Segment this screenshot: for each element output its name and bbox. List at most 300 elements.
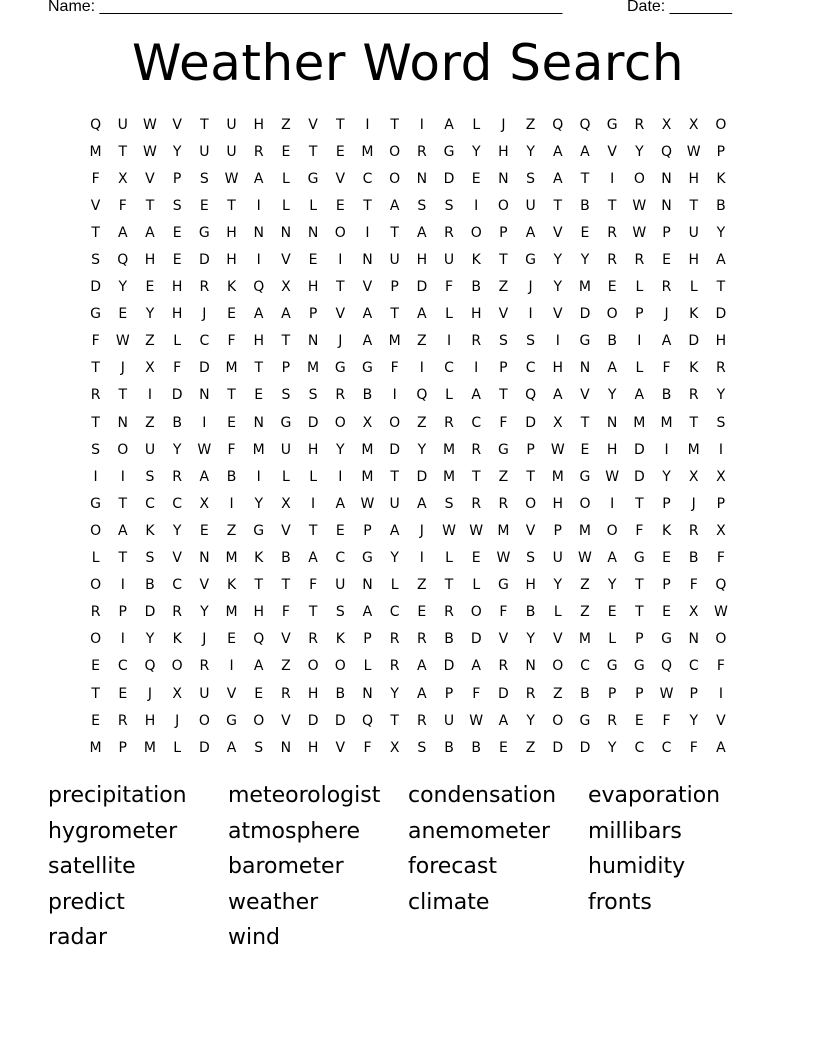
grid-letter: Z (417, 333, 427, 350)
grid-letter: K (716, 170, 726, 187)
grid-letter: W (442, 522, 456, 539)
grid-row (82, 409, 734, 436)
grid-letter: O (90, 577, 102, 594)
grid-letter: N (280, 224, 292, 241)
grid-letter: Y (118, 279, 128, 296)
word-list-item: hygrometer (48, 818, 178, 844)
word-list-item: humidity (588, 854, 686, 880)
grid-letter: U (443, 712, 455, 729)
grid-letter: B (580, 685, 590, 702)
grid-letter: I (718, 441, 723, 458)
grid-letter: J (419, 522, 424, 539)
grid-letter: P (635, 685, 644, 702)
grid-letter: F (716, 550, 725, 567)
grid-letter: G (253, 522, 265, 539)
grid-letter: D (416, 468, 428, 485)
grid-letter: O (552, 658, 564, 675)
grid-letter: A (226, 739, 237, 756)
grid-letter: P (118, 604, 127, 621)
grid-letter: S (91, 252, 101, 269)
grid-letter: Z (498, 468, 509, 485)
grid-letter: U (280, 441, 292, 458)
grid-letter: V (172, 550, 182, 567)
grid-letter: A (417, 224, 427, 241)
grid-letter: T (390, 116, 399, 133)
grid-letter: S (308, 387, 318, 404)
grid-letter: X (281, 279, 291, 296)
grid-letter: T (281, 333, 291, 350)
grid-letter: L (635, 360, 644, 377)
grid-letter: T (526, 468, 535, 485)
grid-letter: L (173, 333, 182, 350)
grid-letter: S (281, 387, 291, 404)
grid-letter: M (225, 550, 238, 567)
grid-letter: S (526, 550, 536, 567)
grid-letter: A (389, 197, 400, 214)
grid-letter: T (308, 522, 318, 539)
grid-letter: O (198, 712, 210, 729)
grid-letter: Q (416, 387, 428, 404)
grid-letter: T (390, 306, 399, 323)
grid-letter: I (147, 387, 153, 404)
grid-letter: Q (525, 387, 537, 404)
grid-letter: W (686, 143, 701, 160)
grid-letter: N (199, 387, 210, 404)
grid-letter: F (689, 739, 698, 756)
grid-letter: O (389, 170, 401, 187)
grid-letter: R (607, 224, 618, 241)
grid-letter: I (419, 360, 424, 377)
grid-letter: F (118, 197, 127, 214)
grid-letter: S (417, 739, 427, 756)
grid-letter: M (361, 468, 374, 485)
grid-letter: L (445, 550, 453, 567)
grid-letter: Y (553, 252, 563, 269)
grid-row (82, 572, 734, 599)
grid-letter: R (335, 387, 346, 404)
grid-letter: D (416, 279, 428, 296)
grid-letter: F (472, 685, 481, 702)
grid-letter: E (335, 522, 345, 539)
grid-letter: T (91, 414, 100, 431)
grid-letter: G (198, 224, 210, 241)
grid-letter: R (416, 712, 427, 729)
grid-letter: Z (281, 116, 291, 133)
grid-letter: R (634, 116, 645, 133)
grid-row (82, 274, 734, 301)
grid-letter: D (307, 712, 319, 729)
grid-letter: L (282, 468, 290, 485)
grid-row (82, 490, 734, 517)
grid-letter: F (445, 279, 454, 296)
word-list (48, 778, 768, 956)
grid-letter: E (254, 387, 264, 404)
grid-letter: X (362, 414, 373, 431)
grid-letter: I (120, 468, 125, 485)
grid-letter: E (471, 550, 481, 567)
grid-letter: A (498, 712, 509, 729)
grid-letter: B (580, 197, 590, 214)
grid-letter: B (525, 604, 536, 621)
grid-letter: E (335, 143, 345, 160)
grid-letter: Y (254, 495, 263, 512)
grid-letter: R (471, 495, 482, 512)
grid-letter: F (281, 604, 290, 621)
grid-letter: I (446, 333, 452, 350)
grid-letter: I (637, 333, 642, 350)
grid-letter: L (390, 577, 399, 594)
grid-letter: I (229, 495, 234, 512)
grid-letter: Y (689, 712, 698, 729)
grid-letter: Y (172, 143, 182, 160)
grid-letter: T (363, 197, 372, 214)
grid-letter: W (360, 495, 375, 512)
grid-letter: A (362, 306, 373, 323)
grid-letter: A (253, 170, 264, 187)
grid-letter: A (580, 143, 590, 160)
grid-letter: Z (145, 333, 155, 350)
grid-letter: R (172, 468, 183, 485)
grid-letter: D (90, 279, 101, 296)
grid-letter: A (716, 739, 726, 756)
grid-letter: N (253, 224, 264, 241)
grid-letter: A (471, 387, 481, 404)
grid-letter: E (662, 550, 671, 567)
grid-letter: R (199, 279, 210, 296)
grid-letter: Z (580, 604, 590, 621)
grid-letter: C (525, 360, 536, 377)
grid-letter: B (471, 279, 482, 296)
grid-letter: Z (281, 658, 291, 675)
grid-letter: Y (417, 441, 427, 458)
grid-letter: T (607, 197, 617, 214)
grid-letter: D (715, 306, 727, 323)
grid-letter: H (253, 333, 264, 350)
grid-letter: Q (361, 712, 373, 729)
grid-letter: C (444, 360, 454, 377)
grid-letter: R (389, 658, 400, 675)
grid-letter: C (117, 658, 128, 675)
grid-letter: C (145, 495, 155, 512)
grid-letter: O (334, 414, 346, 431)
grid-letter: T (118, 143, 128, 160)
grid-letter: R (634, 252, 645, 269)
grid-letter: E (91, 712, 101, 729)
grid-row (82, 328, 734, 355)
grid-letter: M (660, 414, 673, 431)
grid-letter: H (688, 170, 699, 187)
grid-letter: Q (579, 116, 591, 133)
grid-letter: W (713, 604, 728, 621)
grid-letter: T (254, 577, 263, 594)
grid-letter: D (579, 306, 591, 323)
grid-letter: V (552, 306, 563, 323)
grid-letter: W (632, 224, 647, 241)
grid-row (82, 165, 734, 192)
grid-letter: N (688, 631, 699, 648)
grid-letter: P (172, 170, 182, 187)
grid-letter: R (607, 712, 618, 729)
grid-letter: H (307, 685, 319, 702)
grid-letter: G (633, 658, 645, 675)
grid-letter: P (118, 739, 127, 756)
grid-letter: Y (336, 441, 345, 458)
grid-letter: V (362, 279, 373, 296)
grid-letter: T (390, 468, 399, 485)
grid-letter: T (227, 387, 236, 404)
grid-letter: V (281, 712, 291, 729)
grid-letter: I (419, 116, 424, 133)
grid-letter: R (281, 685, 291, 702)
grid-letter: V (580, 387, 590, 404)
grid-letter: C (199, 333, 210, 350)
grid-letter: G (579, 333, 591, 350)
grid-letter: Z (525, 739, 536, 756)
grid-letter: H (606, 441, 618, 458)
grid-letter: W (197, 441, 212, 458)
word-search-grid (82, 111, 734, 761)
grid-letter: G (661, 631, 672, 648)
grid-letter: O (633, 170, 645, 187)
grid-letter: M (497, 522, 510, 539)
word-list-item: climate (408, 889, 490, 915)
word-list-item: evaporation (588, 783, 721, 808)
grid-letter: D (688, 333, 700, 350)
grid-letter: I (392, 387, 397, 404)
grid-letter: Q (552, 116, 564, 133)
grid-letter: L (445, 387, 453, 404)
grid-letter: Y (172, 441, 182, 458)
grid-letter: P (662, 577, 671, 594)
grid-letter: R (90, 604, 101, 621)
grid-letter: G (497, 441, 509, 458)
grid-letter: X (117, 170, 128, 187)
grid-letter: S (526, 333, 536, 350)
grid-letter: O (90, 522, 102, 539)
grid-letter: A (281, 306, 291, 323)
grid-letter: D (307, 414, 319, 431)
grid-letter: O (715, 116, 727, 133)
grid-letter: S (444, 495, 454, 512)
grid-letter: T (91, 685, 100, 702)
grid-letter: I (610, 495, 615, 512)
grid-letter: O (334, 658, 346, 675)
grid-letter: R (498, 495, 509, 512)
grid-letter: E (607, 279, 617, 296)
grid-letter: I (311, 495, 316, 512)
grid-letter: E (199, 522, 209, 539)
grid-row (82, 436, 734, 463)
grid-letter: R (688, 522, 699, 539)
grid-letter: W (224, 170, 239, 187)
grid-letter: E (91, 658, 101, 675)
grid-letter: H (253, 116, 264, 133)
grid-letter: W (469, 712, 484, 729)
grid-letter: A (389, 522, 400, 539)
grid-letter: G (226, 712, 237, 729)
grid-letter: P (390, 279, 399, 296)
grid-letter: B (471, 739, 482, 756)
grid-letter: A (525, 224, 536, 241)
grid-letter: S (254, 739, 264, 756)
grid-letter: R (498, 658, 509, 675)
grid-letter: G (90, 495, 102, 512)
grid-letter: U (117, 116, 128, 133)
grid-letter: K (254, 550, 264, 567)
grid-letter: E (227, 414, 236, 431)
grid-row (82, 382, 734, 409)
grid-letter: E (227, 631, 236, 648)
grid-letter: I (338, 468, 343, 485)
grid-letter: R (661, 279, 672, 296)
grid-letter: N (362, 252, 373, 269)
grid-letter: Q (117, 252, 129, 269)
grid-letter: M (89, 739, 102, 756)
grid-letter: T (635, 577, 644, 594)
grid-letter: V (145, 170, 155, 187)
grid-letter: T (580, 170, 590, 187)
grid-letter: X (688, 116, 699, 133)
grid-letter: L (363, 658, 372, 675)
grid-letter: E (634, 712, 644, 729)
grid-letter: V (552, 631, 563, 648)
grid-letter: M (225, 604, 238, 621)
grid-letter: W (496, 550, 511, 567)
grid-letter: I (718, 685, 723, 702)
grid-letter: P (607, 685, 617, 702)
grid-letter: A (552, 143, 563, 160)
grid-letter: Y (553, 577, 563, 594)
grid-letter: U (389, 495, 400, 512)
grid-letter: I (528, 306, 533, 323)
grid-letter: T (91, 224, 100, 241)
grid-letter: O (253, 712, 265, 729)
grid-letter: P (553, 522, 562, 539)
grid-letter: F (309, 577, 318, 594)
grid-letter: O (715, 631, 727, 648)
grid-letter: T (716, 279, 726, 296)
grid-letter: O (171, 658, 183, 675)
grid-letter: N (280, 739, 292, 756)
grid-letter: P (716, 143, 726, 160)
grid-letter: D (198, 252, 210, 269)
grid-letter: Y (526, 712, 535, 729)
grid-letter: Y (716, 387, 726, 404)
grid-letter: D (198, 739, 210, 756)
grid-letter: X (716, 468, 726, 485)
grid-letter: T (390, 712, 399, 729)
word-list-item: anemometer (408, 818, 551, 844)
grid-letter: N (661, 197, 672, 214)
grid-letter: F (390, 360, 399, 377)
grid-letter: L (689, 279, 698, 296)
grid-letter: D (198, 360, 210, 377)
grid-letter: U (226, 143, 237, 160)
grid-letter: N (362, 685, 373, 702)
grid-letter: T (689, 414, 698, 431)
grid-letter: X (389, 739, 400, 756)
grid-letter: A (117, 224, 128, 241)
grid-letter: N (416, 170, 428, 187)
grid-letter: N (307, 224, 319, 241)
grid-letter: C (661, 739, 672, 756)
grid-letter: N (117, 414, 129, 431)
grid-letter: D (389, 441, 401, 458)
grid-letter: I (256, 468, 261, 485)
grid-letter: H (307, 441, 319, 458)
grid-row (82, 626, 734, 653)
grid-letter: B (661, 387, 672, 404)
grid-letter: C (688, 658, 699, 675)
grid-letter: M (633, 414, 646, 431)
grid-letter: Z (226, 522, 237, 539)
grid-letter: F (227, 441, 236, 458)
grid-letter: H (552, 495, 564, 512)
grid-letter: L (553, 604, 562, 621)
grid-letter: C (172, 577, 183, 594)
grid-letter: A (607, 360, 617, 377)
grid-letter: P (526, 441, 535, 458)
word-list-item: atmosphere (228, 818, 360, 844)
grid-letter: D (498, 685, 509, 702)
grid-row (82, 599, 734, 626)
grid-letter: V (172, 116, 182, 133)
grid-letter: G (606, 116, 618, 133)
grid-letter: P (308, 306, 318, 323)
grid-letter: V (281, 522, 291, 539)
page-title: Weather Word Search (131, 34, 685, 92)
grid-letter: Q (253, 631, 265, 648)
grid-letter: Y (390, 685, 399, 702)
grid-row (82, 517, 734, 544)
grid-letter: S (526, 170, 536, 187)
grid-letter: B (145, 577, 155, 594)
grid-letter: F (363, 739, 372, 756)
grid-letter: Y (526, 631, 535, 648)
grid-letter: O (552, 712, 564, 729)
grid-letter: X (172, 685, 182, 702)
grid-letter: E (580, 441, 590, 458)
grid-letter: A (308, 550, 318, 567)
grid-letter: R (688, 387, 699, 404)
grid-letter: M (225, 360, 238, 377)
grid-letter: I (365, 116, 370, 133)
grid-letter: U (199, 143, 210, 160)
grid-letter: L (472, 116, 481, 133)
grid-letter: V (498, 306, 509, 323)
grid-letter: L (91, 550, 100, 567)
grid-letter: K (226, 279, 237, 296)
grid-letter: I (120, 577, 125, 594)
grid-letter: W (605, 468, 620, 485)
grid-letter: J (120, 360, 125, 377)
grid-letter: L (472, 577, 481, 594)
grid-letter: A (362, 333, 373, 350)
grid-letter: R (253, 143, 264, 160)
grid-letter: D (579, 739, 591, 756)
grid-letter: T (118, 387, 128, 404)
grid-letter: F (173, 360, 182, 377)
grid-letter: X (145, 360, 155, 377)
grid-letter: M (551, 468, 564, 485)
grid-letter: R (389, 631, 400, 648)
grid-letter: T (499, 252, 508, 269)
grid-letter: G (362, 360, 373, 377)
grid-letter: W (578, 550, 592, 567)
grid-letter: E (498, 739, 508, 756)
grid-letter: A (552, 170, 563, 187)
grid-letter: G (497, 577, 509, 594)
